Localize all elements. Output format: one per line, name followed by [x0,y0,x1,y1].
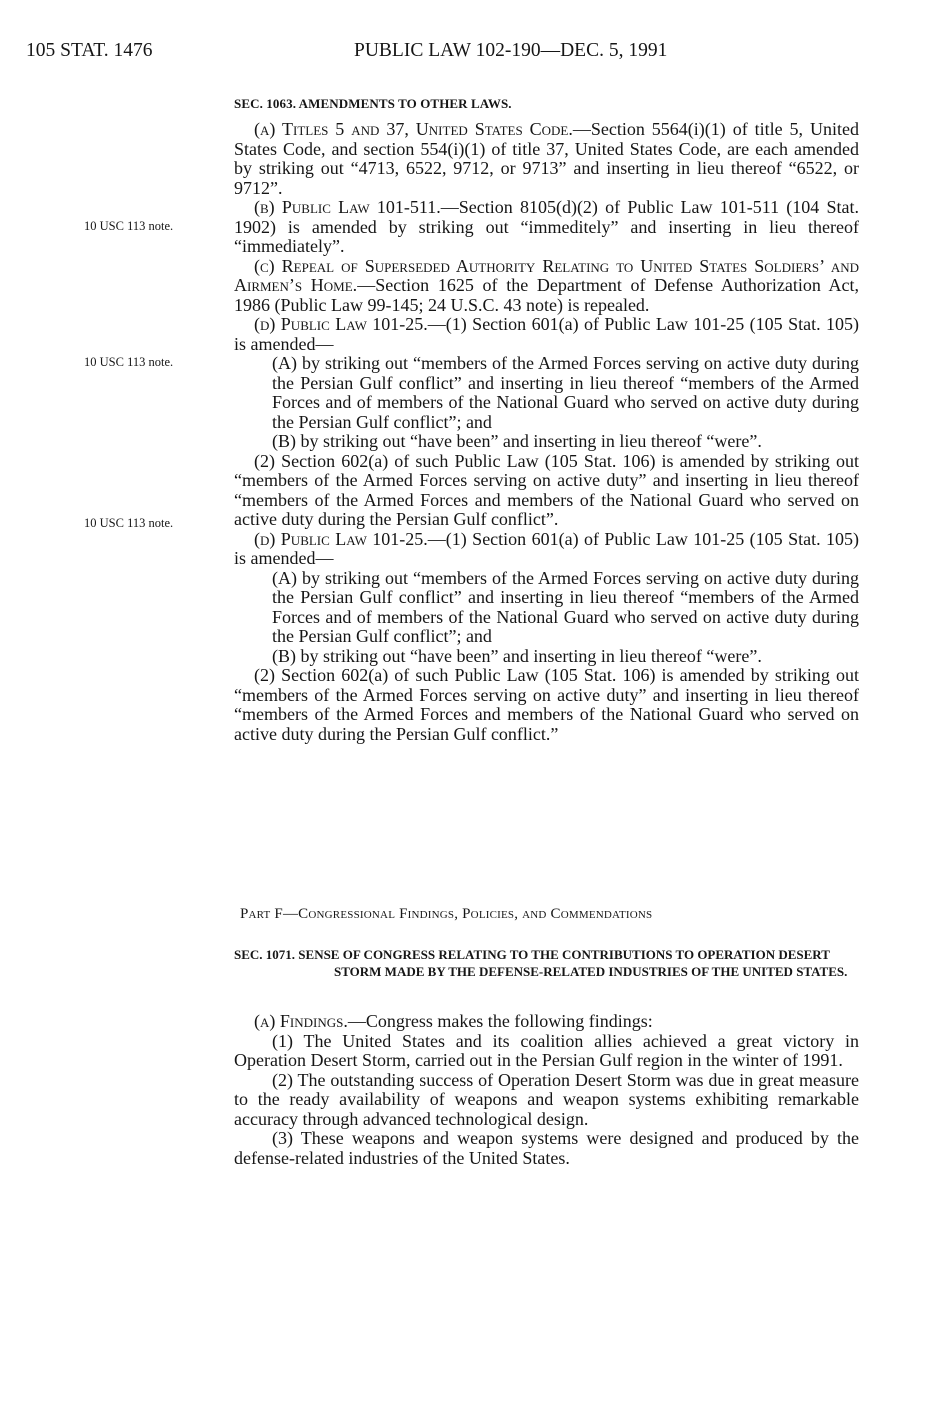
margin-note: 10 USC 113 note. [84,355,174,369]
paragraph-heading: (d) Public Law 101-25. [254,314,428,334]
margin-note: 10 USC 113 note. [84,219,174,233]
findings-paragraph: (a) Findings.—Congress makes the following findings: [254,1011,653,1031]
subparagraph-A: (A) by striking out “members of the Armed Forces serving on active duty during the Persian Gulf conflict” and inserting in lieu thereof “members of the Armed Forces and of members of the National Guard who served on active duty during the Persian Gulf conflict”; and [272,567,859,646]
finding-3: (3) These weapons and weapon systems were designed and produced by the defense-related industries of the United States. [234,1128,859,1168]
subparagraph-B: (B) by striking out “have been” and inserting in lieu thereof “were”. [272,431,762,451]
margin-note: 10 USC 113 note. [84,516,174,530]
subparagraph-B: (B) by striking out “have been” and inserting in lieu thereof “were”. [272,645,762,666]
running-head: PUBLIC LAW 102-190—DEC. 5, 1991 [354,40,668,61]
paragraph-heading: (a) Findings. [254,1011,348,1031]
finding-2: (2) The outstanding success of Operation Desert Storm was due in great measure to the ready availability of weapons and weapon systems exhibiting remarkable accuracy through advanced technological design. [234,1069,859,1129]
paragraph-heading: (b) Public Law 101-511. [254,197,441,217]
paragraph-heading: (d) Public Law 101-25. [254,528,428,549]
paragraph-a: (a) Titles 5 and 37, United States Code.—Section 5564(i)(1) of title 5, United States Code, and section 554(i)(1) of title 37, United States Code, are each amended by striking out “4713, 6522, 9712, or 9713” and inserting in lieu thereof “6522, or 9712”. [234,119,859,198]
subparagraph-A: (A) by striking out “members of the Armed Forces serving on active duty during the Persian Gulf conflict” and inserting in lieu thereof “members of the Armed Forces and of members of the National Guard who served on active duty during the Persian Gulf conflict”; and [272,353,859,432]
paragraph-d: (d) Public Law 101-25.—(1) Section 601(a) of Public Law 101-25 (105 Stat. 105) is amended— [234,314,859,354]
paragraph-2: (2) Section 602(a) of such Public Law (105 Stat. 106) is amended by striking out “members of the Armed Forces serving on active duty” and inserting in lieu thereof “members of the Armed Forces and members of the National Guard who served on active duty during the Persian Gulf conflict.” [234,665,859,744]
section-1071-heading: SEC. 1071. SENSE OF CONGRESS RELATING TO THE CONTRIBUTIONS TO OPERATION DESERT STORM MADE BY THE DEFENSE-RELATED INDUSTRIES OF THE UNITED STATES. [234,947,848,979]
paragraph-c: (c) Repeal of Superseded Authority Relating to United States Soldiers’ and Airmen’s Home.—Section 1625 of the Department of Defense Authorization Act, 1986 (Public Law 99-145; 24 U.S.C. 43 note) is repealed. [234,255,859,315]
part-f-heading: Part F—Congressional Findings, Policies, and Commendations [240,906,653,922]
paragraph-d-repeat: (d) Public Law 101-25.—(1) Section 601(a) of Public Law 101-25 (105 Stat. 105) is amended— [234,528,859,568]
paragraph-heading: (c) Repeal of Superseded Authority Relating to United States Soldiers’ and Airmen’s Home. [234,255,859,295]
section-1063-body [234,120,859,744]
paragraph-heading: (a) Titles 5 and 37, United States Code. [254,119,573,139]
page-header [26,40,746,70]
section-1063-heading: SEC. 1063. AMENDMENTS TO OTHER LAWS. [234,96,512,111]
paragraph-b: (b) Public Law 101-511.—Section 8105(d)(2) of Public Law 101-511 (104 Stat. 1902) is amended by striking out “immeditely” and inserting in lieu thereof “immediately”. [234,197,859,256]
section-1071-body [234,1012,859,1168]
finding-1: (1) The United States and its coalition allies achieved a great victory in Operation Desert Storm, carried out in the Persian Gulf region in the winter of 1991. [234,1030,859,1070]
stat-page-number: 105 STAT. 1476 [26,40,153,61]
paragraph-2: (2) Section 602(a) of such Public Law (105 Stat. 106) is amended by striking out “members of the Armed Forces serving on active duty” and inserting in lieu thereof “members of the Armed Forces and members of the National Guard who served on active duty during the Persian Gulf conflict”. [234,450,859,529]
